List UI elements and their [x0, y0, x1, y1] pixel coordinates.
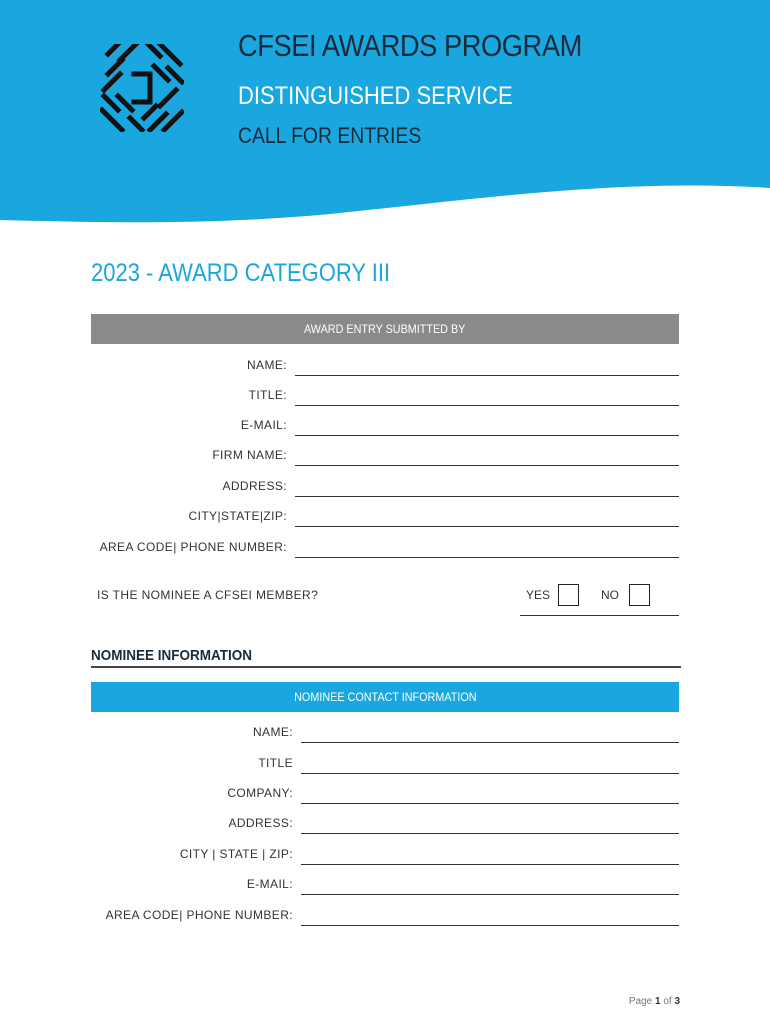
page-current: 1 [654, 996, 661, 1007]
field-label: CITY|STATE|ZIP: [188, 509, 287, 523]
nominee-contact-bar-label: NOMINEE CONTACT INFORMATION [293, 690, 477, 704]
yes-label: YES [526, 588, 551, 602]
program-subtitle: DISTINGUISHED SERVICE [238, 82, 513, 110]
section-divider [91, 666, 681, 668]
field-label: TITLE: [248, 388, 287, 402]
submitter-name-row [91, 354, 679, 376]
field-label: NAME: [246, 358, 287, 372]
field-label: ADDRESS: [222, 479, 287, 493]
field-label: TITLE [258, 756, 293, 770]
submitted-by-bar-label: AWARD ENTRY SUBMITTED BY [304, 322, 466, 336]
field-label: NAME: [252, 725, 293, 739]
page-word: Page [628, 996, 653, 1007]
nominee-address-row [91, 812, 679, 834]
program-title: CFSEI AWARDS PROGRAM [238, 28, 582, 63]
submitter-firm-row [91, 444, 679, 466]
submitter-phone-row [91, 536, 679, 558]
nominee-phone-row [91, 904, 679, 926]
submitter-title-field[interactable] [295, 405, 679, 406]
field-label: CITY | STATE | ZIP: [179, 847, 293, 861]
nominee-phone-field[interactable] [301, 925, 679, 926]
nominee-address-field[interactable] [301, 833, 679, 834]
submitter-address-row [91, 475, 679, 497]
nominee-section-title: NOMINEE INFORMATION [91, 647, 253, 664]
submitter-title-row [91, 384, 679, 406]
nominee-company-field[interactable] [301, 803, 679, 804]
nominee-city-row [91, 843, 679, 865]
nominee-contact-bar [91, 682, 679, 712]
field-label: E-MAIL: [246, 877, 293, 891]
submitted-by-bar [91, 314, 679, 344]
nominee-title-row [91, 752, 679, 774]
nominee-city-field[interactable] [301, 864, 679, 865]
yes-checkbox[interactable] [558, 584, 579, 606]
submitter-address-field[interactable] [295, 496, 679, 497]
field-label: FIRM NAME: [212, 448, 287, 462]
submitter-email-field[interactable] [295, 435, 679, 436]
submitter-email-row [91, 414, 679, 436]
nominee-name-row [91, 721, 679, 743]
nominee-company-row [91, 782, 679, 804]
submitter-city-row [91, 505, 679, 527]
member-answer-underline [520, 615, 679, 616]
submitter-firm-field[interactable] [295, 465, 679, 466]
member-question: IS THE NOMINEE A CFSEI MEMBER? [97, 588, 319, 602]
no-checkbox[interactable] [629, 584, 650, 606]
nominee-name-field[interactable] [301, 742, 679, 743]
field-label: AREA CODE| PHONE NUMBER: [105, 908, 293, 922]
submitter-city-field[interactable] [295, 526, 679, 527]
page-total: 3 [674, 996, 680, 1007]
field-label: E-MAIL: [240, 418, 287, 432]
nominee-email-row [91, 873, 679, 895]
submitter-name-field[interactable] [295, 375, 679, 376]
field-label: COMPANY: [227, 786, 293, 800]
field-label: AREA CODE| PHONE NUMBER: [99, 540, 287, 554]
page-number [629, 996, 680, 1007]
award-category-title: 2023 - AWARD CATEGORY III [91, 259, 391, 287]
submitter-phone-field[interactable] [295, 557, 679, 558]
nominee-email-field[interactable] [301, 894, 679, 895]
call-for-entries: CALL FOR ENTRIES [238, 123, 422, 148]
field-label: ADDRESS: [228, 816, 293, 830]
nominee-title-field[interactable] [301, 773, 679, 774]
of-word: of [663, 996, 672, 1007]
no-label: NO [601, 588, 619, 602]
cfsei-logo-icon [100, 44, 184, 132]
